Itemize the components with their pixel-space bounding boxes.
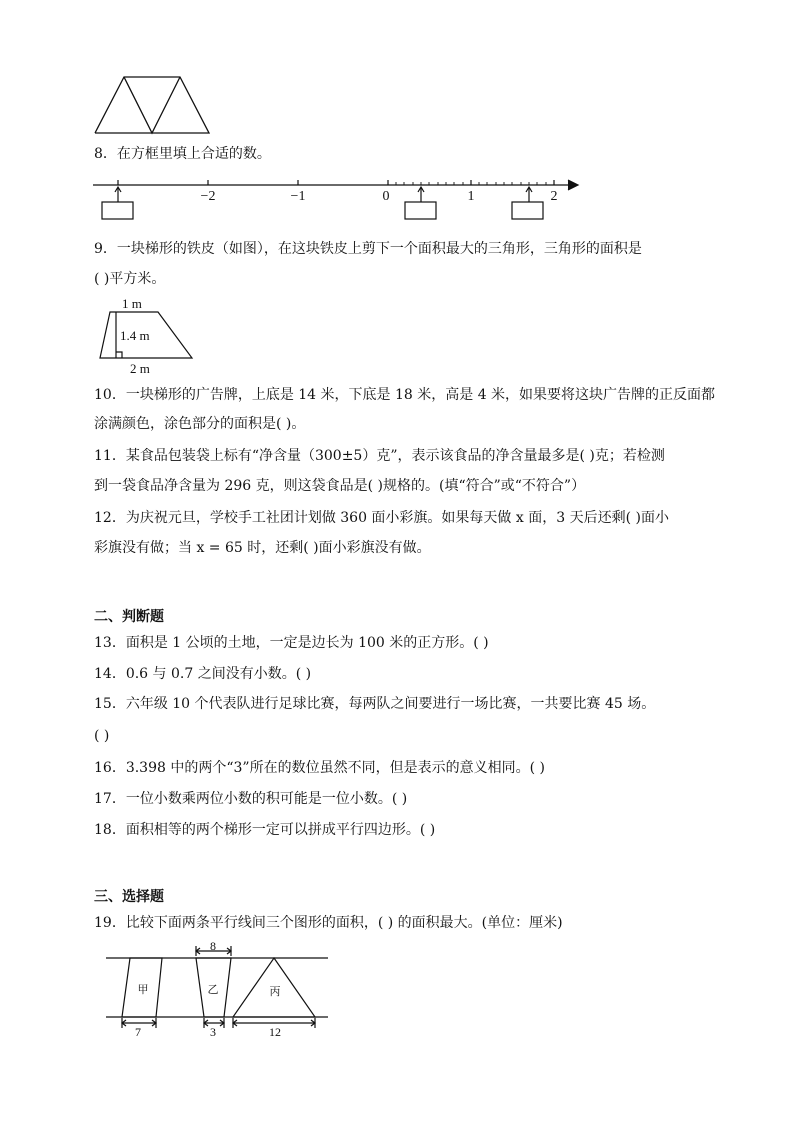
- question-10-line1: 10．一块梯形的广告牌，上底是 14 米，下底是 18 米，高是 4 米，如果要将这块广告牌的正反面都: [94, 387, 716, 403]
- question-12-line1: 12．为庆祝元旦，学校手工社团计划做 360 面小彩旗。如果每天做 x 面，3 天后还剩( )面小: [94, 510, 669, 526]
- section-choice-title: 三、选择题: [94, 889, 164, 905]
- trapezoid-figure: [96, 294, 200, 376]
- question-15-line2: ( ): [94, 728, 110, 744]
- shape-bing-label: 丙: [269, 986, 281, 998]
- question-10-line2: 涂满颜色，涂色部分的面积是( )。: [94, 416, 306, 432]
- tick-label: −1: [290, 189, 306, 204]
- parallel-shapes-figure: [100, 940, 332, 1038]
- trapezoid-top-label: 1 m: [122, 296, 142, 311]
- dim-w2-label: 3: [210, 1025, 216, 1038]
- question-17: 17．一位小数乘两位小数的积可能是一位小数。( ): [94, 791, 408, 807]
- question-16: 16．3.398 中的两个“3”所在的数位虽然不同，但是表示的意义相同。( ): [94, 760, 545, 776]
- question-8: 8．在方框里填上合适的数。: [94, 146, 271, 162]
- question-18: 18．面积相等的两个梯形一定可以拼成平行四边形。( ): [94, 822, 436, 838]
- dim-top-label: 8: [210, 940, 216, 953]
- trapezoid-height-label: 1.4 m: [120, 328, 150, 343]
- shape-yi-label: 乙: [207, 984, 219, 996]
- number-line: [90, 168, 590, 224]
- question-12-line2: 彩旗没有做；当 x = 65 时，还剩( )面小彩旗没有做。: [94, 540, 431, 556]
- triangles-figure: [90, 72, 214, 136]
- question-19: 19．比较下面两条平行线间三个图形的面积，( ) 的面积最大。(单位：厘米): [94, 915, 563, 931]
- question-11-line1: 11．某食品包装袋上标有“净含量（300±5）克”，表示该食品的净含量最多是( )克；若检测: [94, 448, 665, 464]
- shape-jia-label: 甲: [137, 984, 149, 996]
- tick-label: 1: [467, 189, 475, 204]
- tick-label: −2: [200, 189, 216, 204]
- tick-label: 0: [382, 189, 390, 204]
- question-9-line2: ( )平方米。: [94, 271, 166, 287]
- section-judge-title: 二、判断题: [94, 609, 164, 625]
- question-15-line1: 15．六年级 10 个代表队进行足球比赛，每两队之间要进行一场比赛，一共要比赛 45 场。: [94, 696, 656, 712]
- question-9-line1: 9．一块梯形的铁皮（如图），在这块铁皮上剪下一个面积最大的三角形，三角形的面积是: [94, 241, 642, 257]
- dim-w1-label: 7: [135, 1025, 141, 1038]
- question-11-line2: 到一袋食品净含量为 296 克，则这袋食品是( )规格的。(填“符合”或“不符合”）: [94, 478, 586, 494]
- question-14: 14．0.6 与 0.7 之间没有小数。( ): [94, 666, 312, 682]
- question-13: 13．面积是 1 公顷的土地，一定是边长为 100 米的正方形。( ): [94, 635, 489, 651]
- tick-label: 2: [550, 189, 558, 204]
- dim-w3-label: 12: [269, 1025, 281, 1038]
- trapezoid-bottom-label: 2 m: [130, 361, 150, 376]
